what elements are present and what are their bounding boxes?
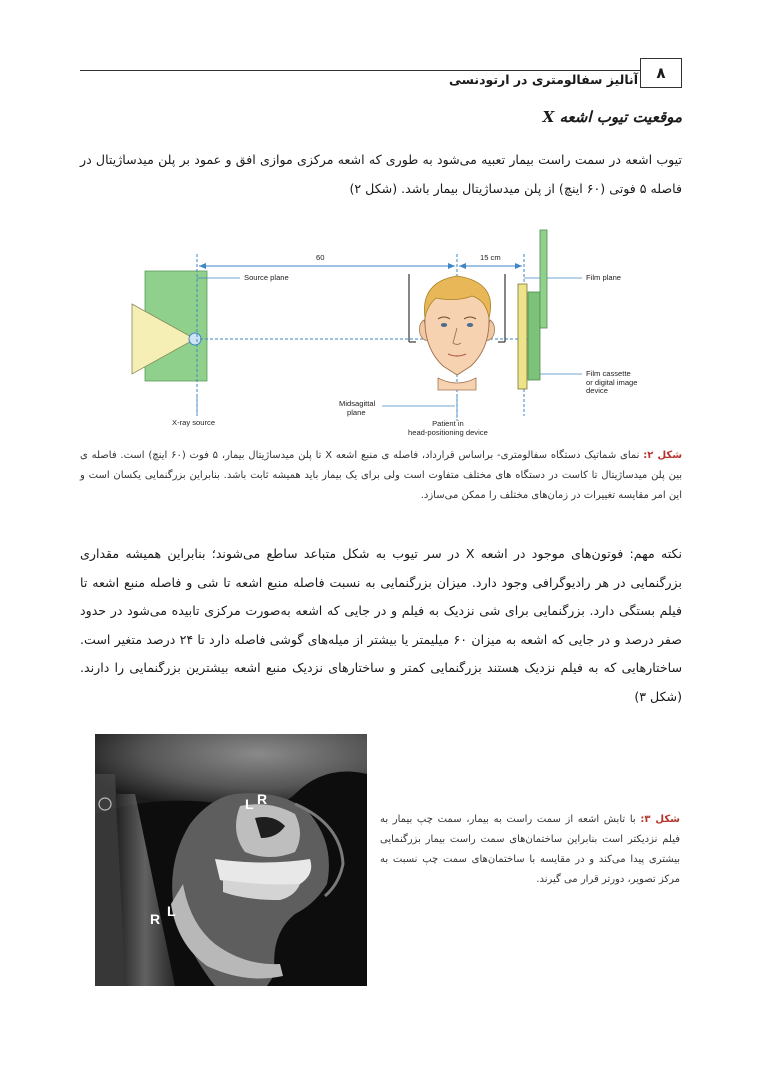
film-cassette xyxy=(518,284,527,389)
xray-label-upper-r: R xyxy=(257,791,268,807)
figure-2-cephalostat-diagram xyxy=(120,226,660,444)
header-rule xyxy=(80,70,640,71)
label-cassette-line2: or digital image xyxy=(586,377,638,387)
label-patient-line2: head-positioning device xyxy=(408,427,488,437)
label-patient-line1: Patient in xyxy=(432,419,464,428)
figure-2-caption-text: نمای شماتیک دستگاه سفالومتری- براساس قرارداد، فاصله ی منبع اشعه X تا پلن میدساژیتال بیمار، ۵ فوت (۶۰ اینچ) است. فاصله ی بین پلن میدساژیتال تا کاست در دستگاه های مختلف متفاوت است ولی برای یک بیمار باید همیشه ثابت باشد. بنابراین بزرگنمایی یکسان است و این امر مقایسه تغییرات در زمان‌های مختلف را ممکن می‌سازد. xyxy=(80,450,682,501)
film-holder-arm xyxy=(540,230,547,328)
figure-2-caption xyxy=(80,446,682,506)
cephalostat-drawing xyxy=(120,226,660,444)
label-film-plane: Film plane xyxy=(586,273,622,282)
focal-spot xyxy=(189,333,201,345)
patient-head-illustration xyxy=(420,276,495,390)
label-cassette-line1: Film cassette xyxy=(586,369,631,378)
label-patient xyxy=(408,420,488,437)
paragraph-2-note: نکته مهم: فوتون‌های موجود در اشعه X در سر تیوب به شکل متباعد ساطع می‌شوند؛ بنابراین همیشه مقداری بزرگنمایی در هر رادیوگرافی وجود دارد. میزان بزرگنمایی به نسبت فاصله منبع اشعه تا شی و فاصله منبع اشعه تا فیلم بستگی دارد. بزرگنمایی برای شی نزدیک به فیلم و در جایی که اشعه به‌صورت مرکزی تابیده می‌شود در حدود صفر درصد و در جایی که اشعه به میزان ۶۰ میلیمتر یا بیشتر از میله‌های گوشی فاصله دارد تا ۲۴ درصد متغیر است. ساختارهایی که به فیلم نزدیک هستند بزرگنمایی کمتر و ساختارهای نزدیک منبع اشعه بیشترین بزرگنمایی را دارند. (شکل ۳) xyxy=(80,546,682,704)
label-source-plane: Source plane xyxy=(244,273,289,282)
label-cassette-line3: device xyxy=(586,386,608,396)
figure-3-caption-text: با تابش اشعه از سمت راست به بیمار، سمت چپ بیمار به فیلم نزدیکتر است بنابراین ساختمان‌های سمت راست بیمار بزرگنمایی بیشتری پیدا می‌کند و در مقایسه با ساختمان‌های سمت چپ نسبت به مرکز تصویر، دورتر قرار می گیرند. xyxy=(380,814,680,885)
figure-2-caption-tag: شکل ۲: xyxy=(643,450,683,461)
label-distance-60: 60 xyxy=(316,253,325,262)
label-xray-source: X-ray source xyxy=(172,418,216,427)
label-midsagittal-line1: Midsagittal xyxy=(339,399,376,408)
paragraph-1: تیوب اشعه در سمت راست بیمار تعبیه می‌شود به طوری که اشعه مرکزی موازی افق و عمود بر پلن میدساژیتال در فاصله ۵ فوتی (۶۰ اینچ) از پلن میدساژیتال بیمار باشد. (شکل ۲) xyxy=(80,152,682,196)
label-film-cassette xyxy=(586,370,638,396)
figure-3-radiograph xyxy=(95,734,367,986)
label-midsagittal-plane xyxy=(339,400,375,417)
xray-label-lower-r: R xyxy=(150,911,161,927)
figure-3-caption xyxy=(380,810,680,890)
section-title: موقعیت تیوب اشعه X xyxy=(542,108,682,126)
label-midsagittal-line2: plane xyxy=(347,407,366,417)
xray-label-lower-l: L xyxy=(167,903,176,919)
figure-3-caption-tag: شکل ۳: xyxy=(640,814,680,825)
label-distance-15cm: 15 cm xyxy=(480,253,501,262)
page-number: ۸ xyxy=(640,58,682,88)
lateral-ceph-image xyxy=(95,734,367,986)
film-cassette-back xyxy=(528,292,540,380)
xray-label-upper-l: L xyxy=(245,796,254,812)
running-title: آنالیز سفالومتری در ارتودنسی xyxy=(449,72,638,87)
